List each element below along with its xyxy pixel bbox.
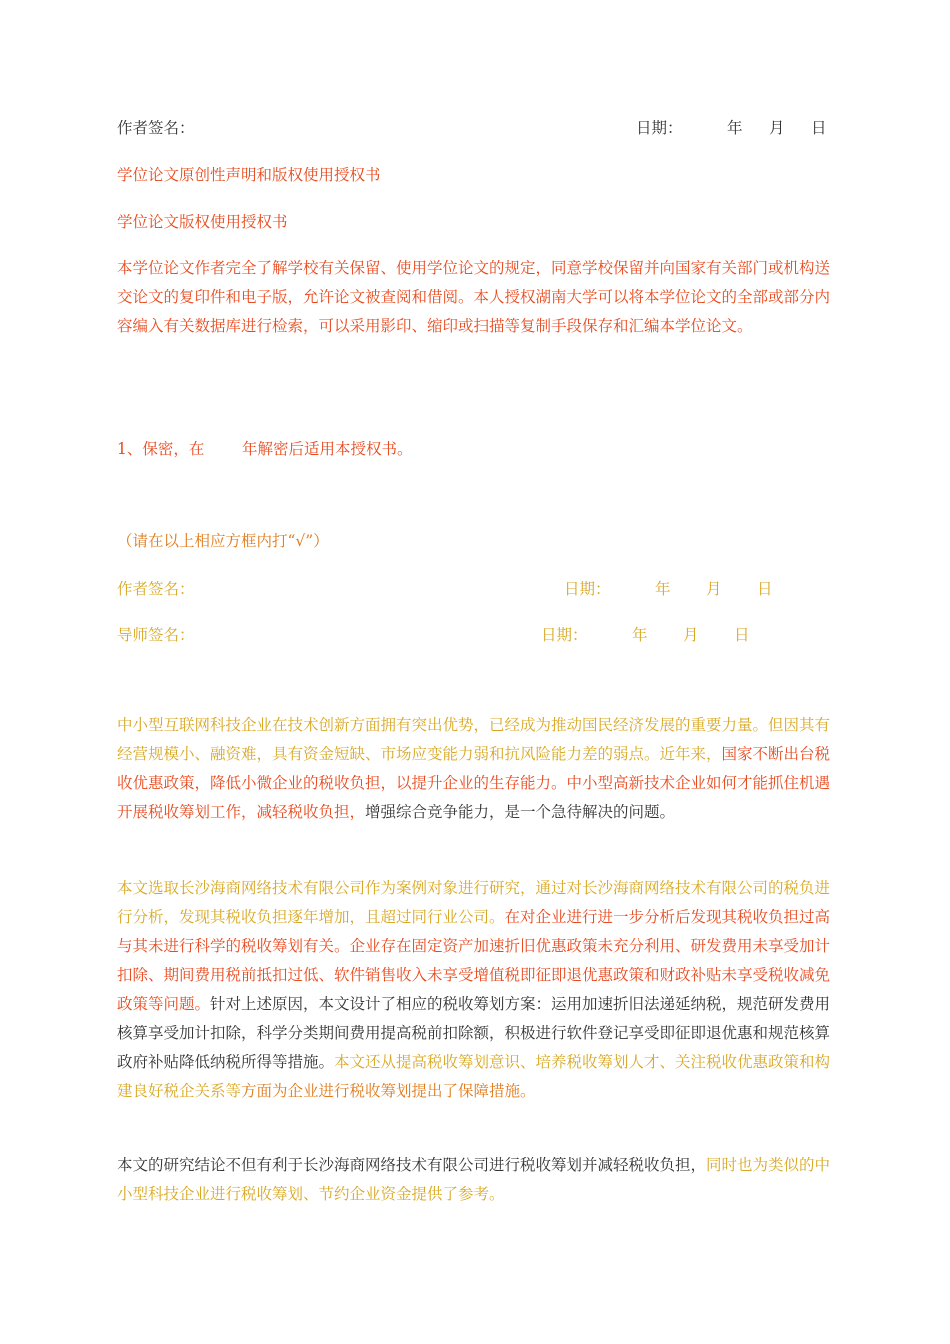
advisor-date-label: 日期： — [541, 626, 588, 644]
advisor-month-label: 月 — [683, 626, 699, 644]
copyright-title: 学位论文版权使用授权书 — [117, 213, 288, 231]
abstract-paragraph-2 — [117, 874, 833, 1106]
abstract-p1-segment: 国家不断出台税收优惠政策，降低小微企业的税收负担，以提升企业的生存能力。中小型高新技术企业如何才能抓住机遇开展税收筹划工作，减轻税收负担， — [117, 745, 831, 821]
abstract-p2-segment: 本文还从提高税收筹划意识、培养税收筹划人才、关注税收优惠政策和构建良好税企关系等 — [117, 1053, 831, 1100]
author-date-label: 日期： — [564, 580, 611, 598]
author-month-label: 月 — [706, 580, 722, 598]
year-label: 年 — [727, 119, 743, 137]
check-instruction: （请在以上相应方框内打“√”） — [117, 532, 329, 550]
declaration-title: 学位论文原创性声明和版权使用授权书 — [117, 166, 381, 184]
abstract-p1-segment: 中小型互联网科技企业在技术创新方面拥有突出优势，已经成为推动国民经济发展的重要力量。但因其有经营规模小、融资难，具有资金短缺、市场应变能力弱和抗风险能力差的弱点。近年来， — [117, 716, 831, 763]
month-label: 月 — [769, 119, 785, 137]
abstract-p2-segment: 在对企业进行进一步分析后发现其税收负担过高与其未进行科学的税收筹划有关。企业存在固定资产加速折旧优惠政策未充分利用、研发费用未享受加计扣除、期间费用税前抵扣过低、软件销售收入未享受增值税即征即退优惠政策和财政补贴未享受税收减免政策等问题。 — [117, 908, 831, 1013]
date-label: 日期： — [636, 119, 683, 137]
option-1-prefix: 1、保密，在 — [117, 440, 205, 458]
option-1-suffix: 年解密后适用本授权书。 — [242, 440, 413, 458]
day-label: 日 — [811, 119, 827, 137]
abstract-p1-segment: 增强综合竞争能力，是一个急待解决的问题。 — [365, 803, 676, 821]
abstract-p3-segment: 本文的研究结论不但有利于长沙海商网络技术有限公司进行税收筹划并减轻税收负担， — [117, 1156, 707, 1174]
authorization-paragraph: 本学位论文作者完全了解学校有关保留、使用学位论文的规定，同意学校保留并向国家有关部门或机构送交论文的复印件和电子版，允许论文被查阅和借阅。本人授权湖南大学可以将本学位论文的全部或部分内容编入有关数据库进行检索，可以采用影印、缩印或扫描等复制手段保存和汇编本学位论文。 — [117, 259, 831, 335]
author-day-label: 日 — [757, 580, 773, 598]
abstract-paragraph-1 — [117, 711, 833, 827]
abstract-paragraph-3 — [117, 1151, 833, 1209]
advisor-year-label: 年 — [632, 626, 648, 644]
abstract-p3-segment: 同时也为类似的中小型科技企业进行税收筹划、节约企业资金提供了参考。 — [117, 1156, 831, 1203]
advisor-signature-label: 导师签名： — [117, 626, 195, 644]
author-signature-label: 作者签名： — [117, 119, 195, 137]
advisor-day-label: 日 — [734, 626, 750, 644]
abstract-p2-segment: 针对上述原因，本文设计了相应的税收筹划方案：运用加速折旧法递延纳税，规范研发费用核算享受加计扣除，科学分类期间费用提高税前扣除额，积极进行软件登记享受即征即退优惠和规范核算政府补贴降低纳税所得等措施。 — [117, 995, 831, 1071]
author-signature-label-2: 作者签名： — [117, 580, 195, 598]
abstract-p2-segment: 方面为企业进行税收筹划提出了保障措施。 — [241, 1082, 536, 1100]
author-year-label: 年 — [655, 580, 671, 598]
abstract-p2-segment: 本文选取长沙海商网络技术有限公司作为案例对象进行研究，通过对长沙海商网络技术有限公司的税负进行分析，发现其税收负担逐年增加，且超过同行业公司。 — [117, 879, 831, 926]
